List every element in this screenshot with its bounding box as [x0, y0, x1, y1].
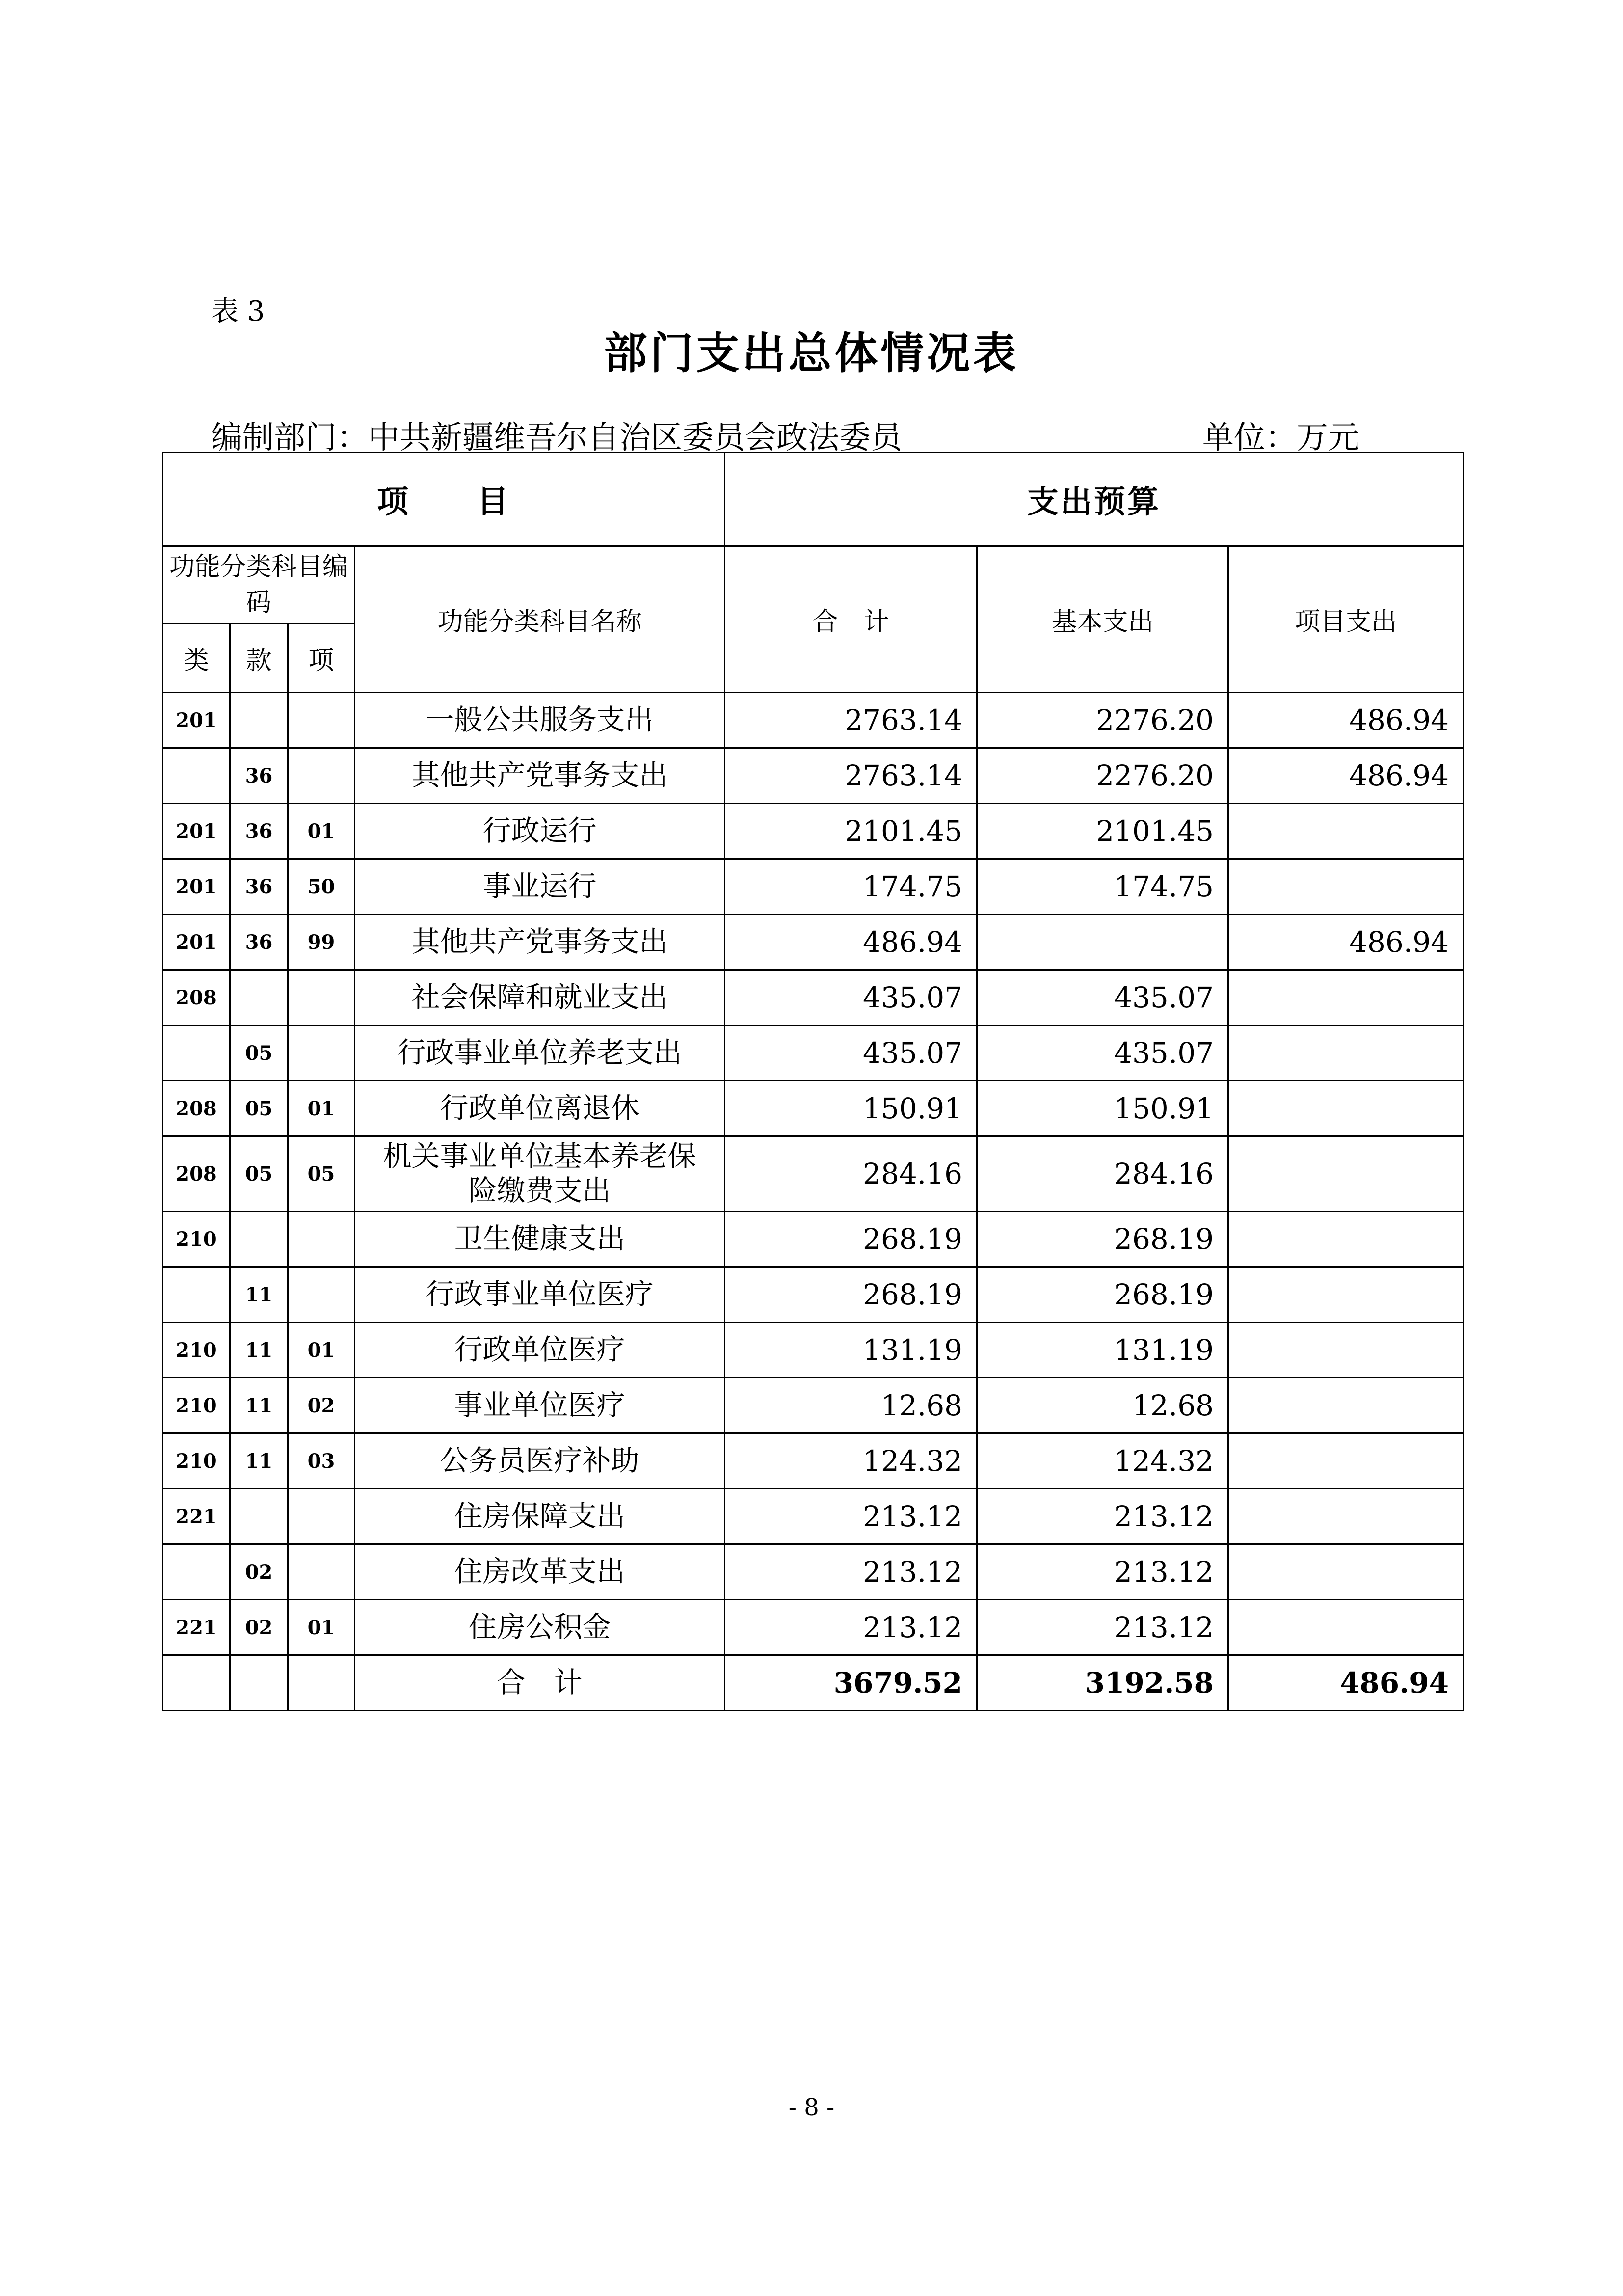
code-lei: 210	[163, 1212, 230, 1267]
basic-value: 268.19	[977, 1212, 1228, 1267]
project-value	[1228, 1212, 1463, 1267]
total-value: 213.12	[725, 1544, 977, 1600]
table-row	[163, 1600, 1463, 1655]
page-title: 部门支出总体情况表	[604, 327, 1019, 378]
item-name: 事业单位医疗	[355, 1378, 725, 1433]
project-value	[1228, 970, 1463, 1026]
code-lei: 221	[163, 1489, 230, 1544]
code-xiang	[288, 1544, 355, 1600]
total-value: 2763.14	[725, 693, 977, 748]
code-xiang: 01	[288, 1600, 355, 1655]
code-kuan	[230, 1655, 288, 1711]
basic-value: 213.12	[977, 1489, 1228, 1544]
table-row	[163, 1267, 1463, 1323]
code-lei: 201	[163, 693, 230, 748]
item-name: 其他共产党事务支出	[355, 748, 725, 804]
code-kuan: 11	[230, 1267, 288, 1323]
total-value: 486.94	[725, 915, 977, 970]
total-value: 213.12	[725, 1489, 977, 1544]
item-name: 行政事业单位医疗	[355, 1267, 725, 1323]
code-xiang: 99	[288, 915, 355, 970]
total-value: 435.07	[725, 1026, 977, 1081]
code-kuan: 36	[230, 859, 288, 915]
code-xiang	[288, 1655, 355, 1711]
project-value	[1228, 1544, 1463, 1600]
project-value	[1228, 1136, 1463, 1212]
code-lei: 208	[163, 970, 230, 1026]
total-value: 150.91	[725, 1081, 977, 1136]
project-value	[1228, 1600, 1463, 1655]
total-row	[163, 1655, 1463, 1711]
total-value: 131.19	[725, 1323, 977, 1378]
table-row	[163, 1323, 1463, 1378]
table-row	[163, 1081, 1463, 1136]
code-xiang	[288, 1212, 355, 1267]
code-lei: 201	[163, 804, 230, 859]
project-value	[1228, 804, 1463, 859]
code-lei: 221	[163, 1600, 230, 1655]
table-row	[163, 970, 1463, 1026]
code-kuan: 05	[230, 1136, 288, 1212]
header-lei: 类	[163, 624, 230, 693]
code-kuan: 36	[230, 915, 288, 970]
header-code-group: 功能分类科目编码	[163, 546, 355, 624]
project-value	[1228, 1323, 1463, 1378]
basic-value: 213.12	[977, 1544, 1228, 1600]
code-xiang	[288, 1489, 355, 1544]
total-value: 2763.14	[725, 748, 977, 804]
item-name: 行政运行	[355, 804, 725, 859]
code-lei	[163, 1544, 230, 1600]
header-project: 项目支出	[1228, 546, 1463, 693]
code-kuan: 11	[230, 1378, 288, 1433]
header-xiang: 项	[288, 624, 355, 693]
item-name: 住房改革支出	[355, 1544, 725, 1600]
item-name: 其他共产党事务支出	[355, 915, 725, 970]
header-budget: 支出预算	[725, 453, 1463, 546]
total-value: 213.12	[725, 1600, 977, 1655]
basic-value: 2101.45	[977, 804, 1228, 859]
header-total: 合 计	[725, 546, 977, 693]
table-row	[163, 915, 1463, 970]
project-value	[1228, 1081, 1463, 1136]
grand-basic-value: 3192.58	[977, 1655, 1228, 1711]
table-row	[163, 804, 1463, 859]
project-value: 486.94	[1228, 693, 1463, 748]
table-row	[163, 1378, 1463, 1433]
grand-total-value: 3679.52	[725, 1655, 977, 1711]
item-name: 行政事业单位养老支出	[355, 1026, 725, 1081]
code-kuan: 36	[230, 748, 288, 804]
table-row	[163, 1136, 1463, 1212]
grand-project-value: 486.94	[1228, 1655, 1463, 1711]
code-kuan: 11	[230, 1433, 288, 1489]
code-xiang	[288, 1026, 355, 1081]
table-row	[163, 1026, 1463, 1081]
table-row	[163, 859, 1463, 915]
header-kuan: 款	[230, 624, 288, 693]
table-number: 表 3	[211, 296, 265, 327]
project-value	[1228, 1378, 1463, 1433]
prepared-by: 编制部门：中共新疆维吾尔自治区委员会政法委员	[211, 420, 902, 456]
total-value: 2101.45	[725, 804, 977, 859]
code-kuan	[230, 970, 288, 1026]
code-xiang: 50	[288, 859, 355, 915]
code-lei: 210	[163, 1433, 230, 1489]
code-kuan: 11	[230, 1323, 288, 1378]
basic-value: 2276.20	[977, 693, 1228, 748]
project-value	[1228, 1267, 1463, 1323]
code-kuan	[230, 1489, 288, 1544]
total-value: 268.19	[725, 1212, 977, 1267]
code-lei	[163, 748, 230, 804]
total-label: 合 计	[355, 1655, 725, 1711]
basic-value: 268.19	[977, 1267, 1228, 1323]
item-name: 事业运行	[355, 859, 725, 915]
total-value: 174.75	[725, 859, 977, 915]
item-name: 机关事业单位基本养老保险缴费支出	[355, 1136, 725, 1212]
basic-value: 435.07	[977, 1026, 1228, 1081]
code-kuan	[230, 1212, 288, 1267]
code-xiang: 01	[288, 804, 355, 859]
basic-value: 435.07	[977, 970, 1228, 1026]
item-name: 社会保障和就业支出	[355, 970, 725, 1026]
code-xiang	[288, 1267, 355, 1323]
unit-label: 单位：万元	[1202, 420, 1359, 456]
basic-value: 174.75	[977, 859, 1228, 915]
code-lei	[163, 1267, 230, 1323]
table-row	[163, 1544, 1463, 1600]
item-name: 公务员医疗补助	[355, 1433, 725, 1489]
header-name: 功能分类科目名称	[355, 546, 725, 693]
code-xiang: 03	[288, 1433, 355, 1489]
code-lei: 201	[163, 859, 230, 915]
code-xiang: 05	[288, 1136, 355, 1212]
code-kuan: 02	[230, 1544, 288, 1600]
table-row	[163, 1212, 1463, 1267]
code-lei: 210	[163, 1323, 230, 1378]
project-value: 486.94	[1228, 748, 1463, 804]
table-row	[163, 1489, 1463, 1544]
basic-value	[977, 915, 1228, 970]
basic-value: 213.12	[977, 1600, 1228, 1655]
code-lei: 201	[163, 915, 230, 970]
total-value: 12.68	[725, 1378, 977, 1433]
basic-value: 2276.20	[977, 748, 1228, 804]
code-kuan: 05	[230, 1026, 288, 1081]
total-value: 268.19	[725, 1267, 977, 1323]
expenditure-table	[162, 452, 1464, 1711]
total-value: 124.32	[725, 1433, 977, 1489]
header-item: 项 目	[163, 453, 725, 546]
code-kuan: 02	[230, 1600, 288, 1655]
code-xiang: 01	[288, 1323, 355, 1378]
code-xiang: 01	[288, 1081, 355, 1136]
project-value	[1228, 1489, 1463, 1544]
table-row	[163, 693, 1463, 748]
basic-value: 12.68	[977, 1378, 1228, 1433]
item-name: 住房公积金	[355, 1600, 725, 1655]
code-kuan	[230, 693, 288, 748]
code-lei	[163, 1655, 230, 1711]
project-value: 486.94	[1228, 915, 1463, 970]
basic-value: 284.16	[977, 1136, 1228, 1212]
item-name: 一般公共服务支出	[355, 693, 725, 748]
code-kuan: 36	[230, 804, 288, 859]
project-value	[1228, 1433, 1463, 1489]
item-name: 卫生健康支出	[355, 1212, 725, 1267]
code-xiang: 02	[288, 1378, 355, 1433]
item-name: 行政单位医疗	[355, 1323, 725, 1378]
code-xiang	[288, 693, 355, 748]
code-xiang	[288, 748, 355, 804]
code-kuan: 05	[230, 1081, 288, 1136]
basic-value: 150.91	[977, 1081, 1228, 1136]
code-xiang	[288, 970, 355, 1026]
project-value	[1228, 859, 1463, 915]
table-row	[163, 748, 1463, 804]
basic-value: 131.19	[977, 1323, 1228, 1378]
header-basic: 基本支出	[977, 546, 1228, 693]
basic-value: 124.32	[977, 1433, 1228, 1489]
page-number: - 8 -	[788, 2094, 835, 2121]
code-lei: 208	[163, 1081, 230, 1136]
total-value: 284.16	[725, 1136, 977, 1212]
code-lei: 208	[163, 1136, 230, 1212]
code-lei: 210	[163, 1378, 230, 1433]
item-name: 行政单位离退休	[355, 1081, 725, 1136]
code-lei	[163, 1026, 230, 1081]
item-name: 住房保障支出	[355, 1489, 725, 1544]
project-value	[1228, 1026, 1463, 1081]
total-value: 435.07	[725, 970, 977, 1026]
table-row	[163, 1433, 1463, 1489]
